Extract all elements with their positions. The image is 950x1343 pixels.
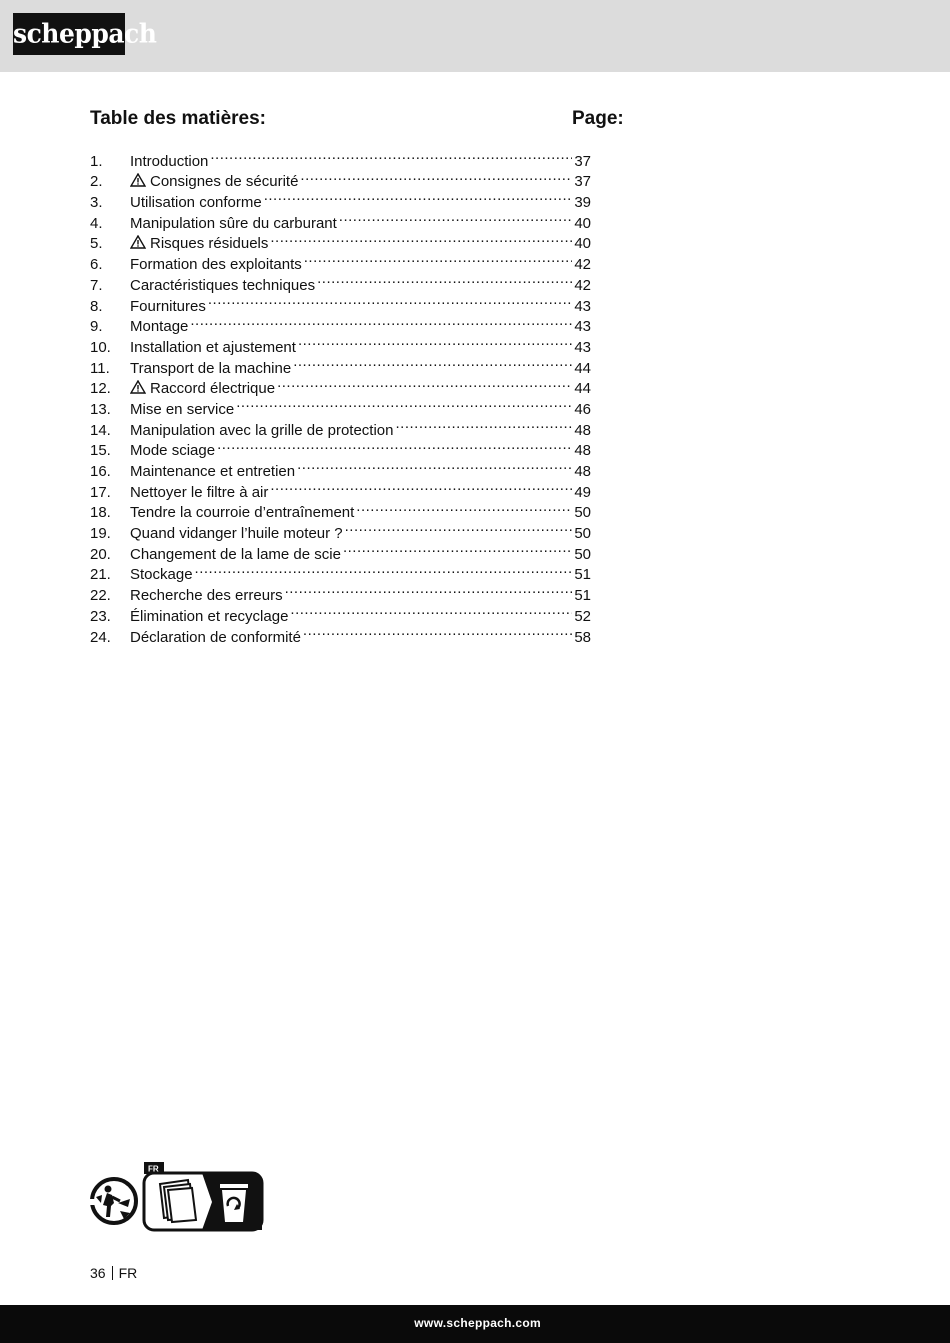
- toc-entry-title: [130, 483, 268, 504]
- toc-entry-page: 40: [574, 214, 591, 232]
- toc-entry-page: 48: [574, 442, 591, 460]
- toc-entry-number: 23.: [90, 607, 111, 625]
- toc-entry-label: Mise en service: [130, 400, 235, 418]
- footer-page-number: [90, 1265, 137, 1281]
- toc-entry-page: 40: [574, 235, 591, 253]
- toc-entry-page: 50: [574, 545, 591, 563]
- toc-entry-title: [130, 193, 262, 214]
- toc-entry-page: 58: [574, 628, 591, 646]
- website-link[interactable]: www.scheppach.com: [414, 1316, 541, 1330]
- toc-entry-number: 17.: [90, 483, 111, 501]
- toc-dot-leader: [300, 166, 572, 187]
- page-number: 36: [90, 1265, 106, 1281]
- toc-entry-number: 5.: [90, 235, 103, 253]
- toc-entry-number: 14.: [90, 421, 111, 439]
- toc-dot-leader: [303, 621, 572, 642]
- toc-entry-number: 18.: [90, 504, 111, 522]
- toc-dot-leader: [277, 373, 572, 394]
- toc-entry-label: Maintenance et entretien: [130, 463, 296, 480]
- toc-entry-page: 39: [574, 194, 591, 212]
- toc-dot-leader: [356, 497, 572, 518]
- paper-sheets-icon: [160, 1180, 196, 1222]
- toc-page-header: Page:: [572, 108, 624, 129]
- toc-entry-title: [130, 607, 288, 628]
- toc-entry-page: 49: [574, 483, 591, 501]
- toc-entry-title: [130, 317, 188, 338]
- toc-entry-title: [130, 524, 343, 545]
- toc-entry-number: 22.: [90, 587, 111, 605]
- toc-dot-leader: [339, 207, 573, 228]
- toc-dot-leader: [297, 455, 572, 476]
- toc-entry-title: [130, 565, 193, 586]
- toc-entry-number: 11.: [90, 359, 110, 377]
- toc-title: Table des matières:: [90, 108, 267, 129]
- toc-entry[interactable]: [90, 145, 591, 170]
- toc-dot-leader: [396, 414, 573, 435]
- toc-entry-label: Changement de la lame de scie: [130, 545, 341, 563]
- toc-dot-leader: [270, 476, 572, 497]
- toc-entry-number: 12.: [90, 380, 111, 398]
- toc-entry-title: [130, 255, 302, 276]
- toc-dot-leader: [293, 352, 572, 373]
- toc-entry-number: 7.: [90, 276, 103, 294]
- toc-entry-title: [130, 359, 291, 380]
- toc-dot-leader: [285, 579, 573, 600]
- toc-entry-label: Quand vidanger l’huile moteur ?: [130, 525, 343, 543]
- toc-entry-label: Tendre la courroie d’entraînement: [130, 504, 355, 522]
- toc-entry-title: [130, 441, 215, 462]
- toc-entry-number: 15.: [90, 442, 111, 460]
- toc-entry-label: Installation et ajustement: [130, 338, 296, 356]
- toc-entry-number: 2.: [90, 173, 103, 191]
- language-code: FR: [118, 1265, 138, 1281]
- toc-entry-number: 16.: [90, 463, 111, 480]
- toc-entry-number: 9.: [90, 318, 103, 336]
- toc-entry-page: 50: [574, 525, 591, 543]
- toc-entry-page: 48: [574, 463, 591, 480]
- toc-entry-title: [130, 628, 301, 649]
- toc-entry-label: Caractéristiques techniques: [130, 276, 316, 294]
- toc-entry-page: 37: [574, 152, 591, 170]
- toc-dot-leader: [208, 290, 572, 311]
- toc-entry-label: Consignes de sécurité: [150, 173, 299, 191]
- toc-entry-title: [130, 338, 296, 359]
- toc-entry-page: 51: [574, 587, 591, 605]
- warning-triangle-icon: [130, 173, 146, 187]
- toc-entry-number: 6.: [90, 256, 103, 274]
- toc-dot-leader: [345, 517, 573, 538]
- warning-triangle-icon: [130, 380, 146, 394]
- toc-entry-page: 43: [574, 338, 591, 356]
- toc-entry-page: 46: [574, 400, 591, 418]
- toc-dot-leader: [236, 393, 572, 414]
- toc-entry-label: Montage: [130, 318, 189, 336]
- toc-entry-number: 19.: [90, 525, 111, 543]
- triman-recycle-icon: [88, 1175, 140, 1227]
- toc-list: [90, 145, 591, 646]
- warning-triangle-icon: [130, 235, 146, 249]
- toc-dot-leader: [195, 559, 573, 580]
- toc-dot-leader: [317, 269, 572, 290]
- toc-entry-page: 44: [574, 359, 591, 377]
- toc-entry-label: Mode sciage: [130, 442, 216, 460]
- toc-entry-number: 8.: [90, 297, 103, 315]
- toc-dot-leader: [343, 538, 572, 559]
- toc-entry-page: 42: [574, 256, 591, 274]
- toc-entry-number: 1.: [90, 152, 103, 170]
- toc-entry-number: 21.: [90, 566, 111, 584]
- toc-dot-leader: [190, 311, 572, 332]
- toc-entry-page: 48: [574, 421, 591, 439]
- toc-dot-leader: [304, 248, 573, 269]
- toc-dot-leader: [210, 145, 572, 166]
- toc-entry-title: [130, 400, 234, 421]
- brand-logo: scheppach: [13, 13, 125, 55]
- toc-entry-label: Formation des exploitants: [130, 256, 302, 274]
- toc-entry-label: Élimination et recyclage: [130, 607, 289, 625]
- toc-entry-label: Introduction: [130, 152, 209, 170]
- toc-entry-label: Stockage: [130, 566, 193, 584]
- toc-entry-page: 51: [574, 566, 591, 584]
- toc-entry-page: 42: [574, 276, 591, 294]
- toc-entry-title: [130, 503, 354, 524]
- sorting-info-icon: [142, 1162, 264, 1234]
- toc-entry-number: 20.: [90, 545, 111, 563]
- toc-entry-label: Risques résiduels: [150, 235, 269, 253]
- toc-dot-leader: [217, 435, 572, 456]
- toc-entry-number: 24.: [90, 628, 111, 646]
- toc-dot-leader: [270, 228, 572, 249]
- toc-entry-title: [130, 152, 208, 173]
- toc-entry-number: 13.: [90, 400, 111, 418]
- toc-entry-number: 3.: [90, 194, 103, 212]
- toc-entry-page: 37: [574, 173, 591, 191]
- toc-entry-label: Nettoyer le filtre à air: [130, 483, 269, 501]
- toc-entry-label: Utilisation conforme: [130, 194, 262, 212]
- toc-dot-leader: [264, 186, 573, 207]
- toc-entry-title: [130, 586, 283, 607]
- toc-entry-page: 50: [574, 504, 591, 522]
- toc-entry-page: 44: [574, 380, 591, 398]
- toc-entry-label: Manipulation sûre du carburant: [130, 214, 337, 232]
- toc-entry-label: Recherche des erreurs: [130, 587, 283, 605]
- toc-entry-page: 43: [574, 297, 591, 315]
- toc-entry-number: 10.: [90, 338, 111, 356]
- toc-entry-label: Fournitures: [130, 297, 206, 315]
- toc-entry-number: 4.: [90, 214, 103, 232]
- toc-entry-label: Raccord électrique: [150, 380, 276, 398]
- toc-dot-leader: [298, 331, 572, 352]
- footer-separator: [112, 1266, 113, 1280]
- toc-entry-title: [130, 234, 268, 255]
- recycling-badge-label: FR: [148, 1164, 159, 1174]
- toc-dot-leader: [290, 600, 572, 621]
- toc-entry-label: Déclaration de conformité: [130, 628, 301, 646]
- toc-entry-label: Transport de la machine: [130, 359, 292, 377]
- toc-entry-label: Manipulation avec la grille de protection: [130, 421, 394, 439]
- toc-entry-page: 43: [574, 318, 591, 336]
- toc-entry-page: 52: [574, 607, 591, 625]
